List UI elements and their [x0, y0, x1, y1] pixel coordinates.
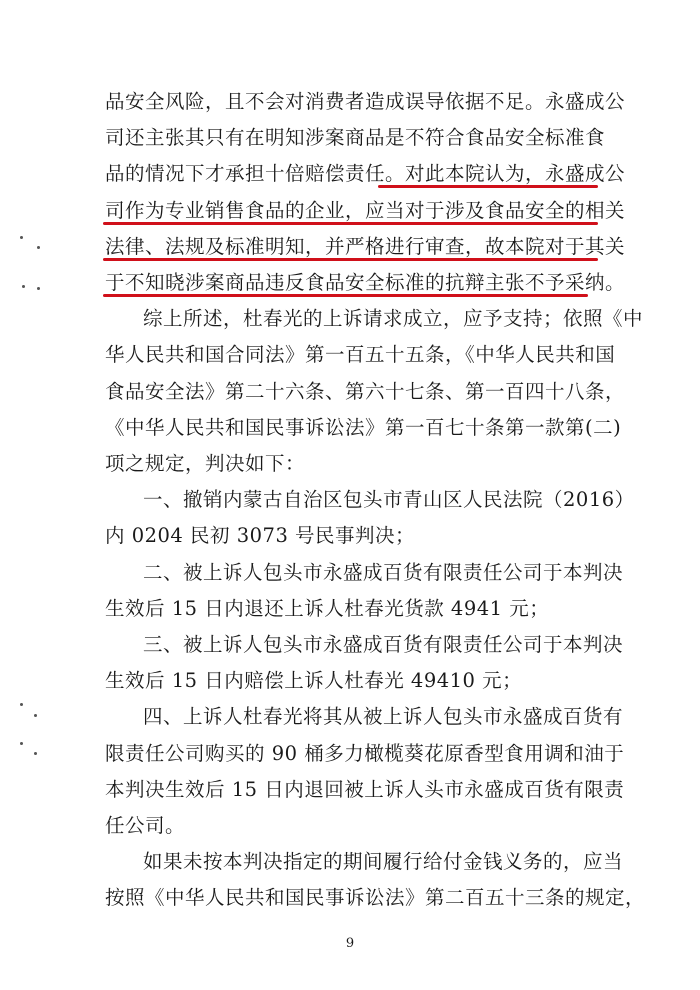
scan-mark: [34, 752, 37, 755]
highlight-underline: [378, 185, 598, 188]
scan-mark: [34, 714, 37, 717]
highlight-underline: [103, 294, 588, 297]
text-line: 如果未按本判决指定的期间履行给付金钱义务的，应当: [143, 850, 624, 874]
text-line: 华人民共和国合同法》第一百五十五条，《中华人民共和国: [105, 343, 616, 367]
text-line: 内 0204 民初 3073 号民事判决；: [105, 524, 416, 548]
text-line: 司作为专业销售食品的企业，应当对于涉及食品安全的相关: [105, 198, 626, 222]
text-line: 项之规定，判决如下：: [105, 452, 306, 475]
page-number: 9: [345, 936, 355, 952]
scan-mark: [20, 236, 23, 239]
text-line: 生效后 15 日内赔偿上诉人杜春光 49410 元；: [105, 669, 523, 693]
text-line: 司还主张其只有在明知涉案商品是不符合食品安全标准食: [105, 126, 606, 150]
text-line: 品安全风险，且不会对消费者造成误导依据不足。永盛成公: [105, 90, 626, 113]
text-line: 于不知晓涉案商品违反食品安全标准的抗辩主张不予采纳。: [105, 271, 626, 294]
text-line: 食品安全法》第二十六条、第六十七条、第一百四十八条，: [105, 379, 626, 403]
text-line: 一、撤销内蒙古自治区包头市青山区人民法院（2016）: [143, 488, 635, 512]
scan-mark: [37, 246, 40, 249]
text-line: 《中华人民共和国民事诉讼法》第一百七十条第一款第(二): [105, 415, 622, 439]
text-line: 四、上诉人杜春光将其从被上诉人包头市永盛成百货有: [143, 705, 624, 729]
text-line: 三、被上诉人包头市永盛成百货有限责任公司于本判决: [143, 633, 624, 656]
text-line: 品的情况下才承担十倍赔偿责任。对此本院认为，永盛成公: [105, 162, 626, 186]
highlight-underline: [103, 222, 598, 225]
text-line: 任公司。: [105, 814, 186, 837]
text-line: 本判决生效后 15 日内退回被上诉人头市永盛成百货有限责: [105, 777, 625, 801]
scan-mark: [37, 287, 40, 290]
scan-mark: [20, 703, 23, 706]
text-line: 二、被上诉人包头市永盛成百货有限责任公司于本判决: [143, 560, 624, 584]
text-line: 综上所述，杜春光的上诉请求成立，应予支持；依照《中: [143, 307, 644, 331]
text-line: 限责任公司购买的 90 桶多力橄榄葵花原香型食用调和油于: [105, 741, 625, 765]
scan-mark: [22, 285, 25, 288]
text-line: 法律、法规及标准明知，并严格进行审查，故本院对于其关: [105, 234, 626, 258]
text-line: 按照《中华人民共和国民事诉讼法》第二百五十三条的规定，: [105, 886, 646, 910]
scan-mark: [20, 742, 23, 745]
text-line: 生效后 15 日内退还上诉人杜春光货款 4941 元；: [105, 596, 550, 620]
highlight-underline: [103, 258, 598, 261]
